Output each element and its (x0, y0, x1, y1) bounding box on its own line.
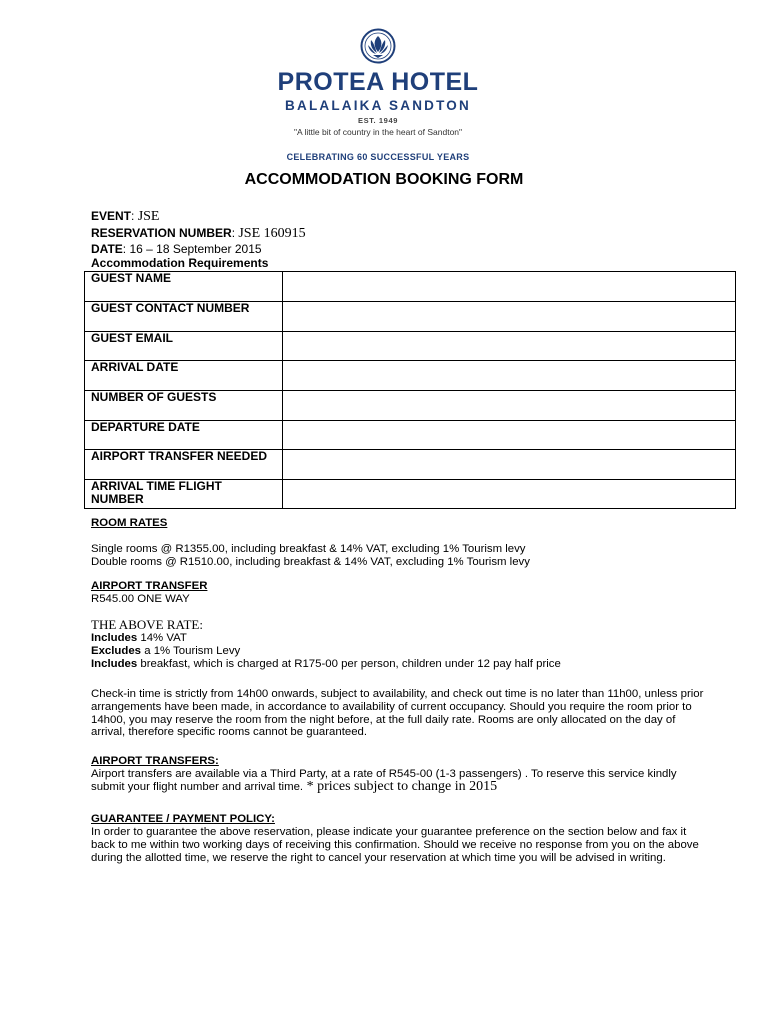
table-row (85, 272, 736, 302)
requirements-table (84, 271, 736, 509)
single-room-rate: Single rooms @ R1355.00, including breakfast & 14% VAT, excluding 1% Tourism levy (91, 543, 526, 555)
airport-transfer-heading: AIRPORT TRANSFER (91, 580, 208, 592)
includes-vat-text: 14% VAT (137, 632, 187, 644)
form-title: ACCOMMODATION BOOKING FORM (244, 171, 524, 188)
date-line: DATE: 16 – 18 September 2015 (91, 242, 262, 256)
hotel-location: BALALAIKA SANDTON (285, 98, 471, 113)
airport-transfers-heading: AIRPORT TRANSFERS: (91, 755, 219, 767)
guest-contact-field[interactable] (282, 302, 735, 332)
includes-label: Includes (91, 632, 138, 644)
date-value: 16 – 18 September 2015 (129, 242, 262, 256)
guest-name-label: GUEST NAME (85, 272, 283, 302)
protea-emblem-icon (360, 28, 396, 64)
reservation-line: RESERVATION NUMBER: JSE 160915 (91, 226, 306, 241)
room-rates-heading: ROOM RATES (91, 517, 168, 529)
event-value: JSE (137, 209, 160, 224)
includes-vat-line (91, 632, 711, 645)
hotel-logo (262, 26, 494, 166)
event-line: EVENT: JSE (91, 209, 160, 224)
above-rate-heading: THE ABOVE RATE: (91, 617, 203, 632)
guest-contact-label: GUEST CONTACT NUMBER (85, 302, 283, 332)
accommodation-heading: Accommodation Requirements (91, 256, 269, 270)
table-row (85, 361, 736, 391)
table-row (85, 450, 736, 480)
guest-email-label: GUEST EMAIL (85, 332, 283, 361)
arrival-time-flight-field[interactable] (282, 480, 735, 509)
guest-name-field[interactable] (282, 272, 735, 302)
excludes-levy-text: a 1% Tourism Levy (141, 645, 241, 657)
excludes-levy-line (91, 645, 711, 658)
arrival-date-label: ARRIVAL DATE (85, 361, 283, 391)
guest-email-field[interactable] (282, 332, 735, 361)
table-row (85, 421, 736, 450)
arrival-time-flight-label: ARRIVAL TIME FLIGHT NUMBER (85, 480, 283, 509)
reservation-label: RESERVATION NUMBER (91, 226, 232, 240)
airport-transfers-paragraph (91, 768, 711, 794)
price-change-note: * prices subject to change in 2015 (303, 778, 498, 794)
hotel-established: EST. 1949 (357, 116, 398, 125)
departure-date-label: DEPARTURE DATE (85, 421, 283, 450)
guarantee-heading: GUARANTEE / PAYMENT POLICY: (91, 813, 275, 825)
table-row (85, 391, 736, 421)
departure-date-field[interactable] (282, 421, 735, 450)
celebration-banner: CELEBRATING 60 SUCCESSFUL YEARS (286, 152, 470, 162)
airport-transfer-needed-field[interactable] (282, 450, 735, 480)
excludes-label: Excludes (91, 645, 142, 657)
date-label: DATE (91, 242, 123, 256)
table-row (85, 480, 736, 509)
event-label: EVENT (91, 209, 132, 223)
number-of-guests-label: NUMBER OF GUESTS (85, 391, 283, 421)
includes-label-2: Includes (91, 658, 138, 670)
arrival-date-field[interactable] (282, 361, 735, 391)
table-row (85, 332, 736, 361)
checkin-paragraph: Check-in time is strictly from 14h00 onwards, subject to availability, and check out time is no later than 11h00, unless prior arrangements have been made, in accordance to availability of current occupancy. Should you require the room prior to 14h00, you may reserve the room from the night before, at the full daily rate. Rooms are only allocated on the day of arrival, therefore specific rooms cannot be guaranteed. (91, 688, 704, 739)
airport-transfer-needed-label: AIRPORT TRANSFER NEEDED (85, 450, 283, 480)
double-room-rate: Double rooms @ R1510.00, including breakfast & 14% VAT, excluding 1% Tourism levy (91, 556, 530, 568)
guarantee-paragraph: In order to guarantee the above reservation, please indicate your guarantee preference on the section below and fax it back to me within two working days of receiving this confirmation. Should we receive no response from you on the above during the allotted time, we reserve the right to cancel your reservation at which time you will be advised in writing. (91, 826, 699, 864)
airport-transfer-price: R545.00 ONE WAY (91, 593, 190, 605)
number-of-guests-field[interactable] (282, 391, 735, 421)
airport-transfers-text: Airport transfers are available via a Third Party, at a rate of R545-00 (1-3 passengers) . To reserve this service kindly submit your flight number and arrival time. (91, 768, 677, 793)
includes-breakfast-line (91, 658, 711, 671)
hotel-tagline: "A little bit of country in the heart of Sandton" (293, 127, 463, 137)
table-row (85, 302, 736, 332)
hotel-name: PROTEA HOTEL (277, 68, 479, 96)
reservation-value: JSE 160915 (238, 226, 306, 241)
includes-breakfast-text: breakfast, which is charged at R175-00 per person, children under 12 pay half price (137, 658, 561, 670)
